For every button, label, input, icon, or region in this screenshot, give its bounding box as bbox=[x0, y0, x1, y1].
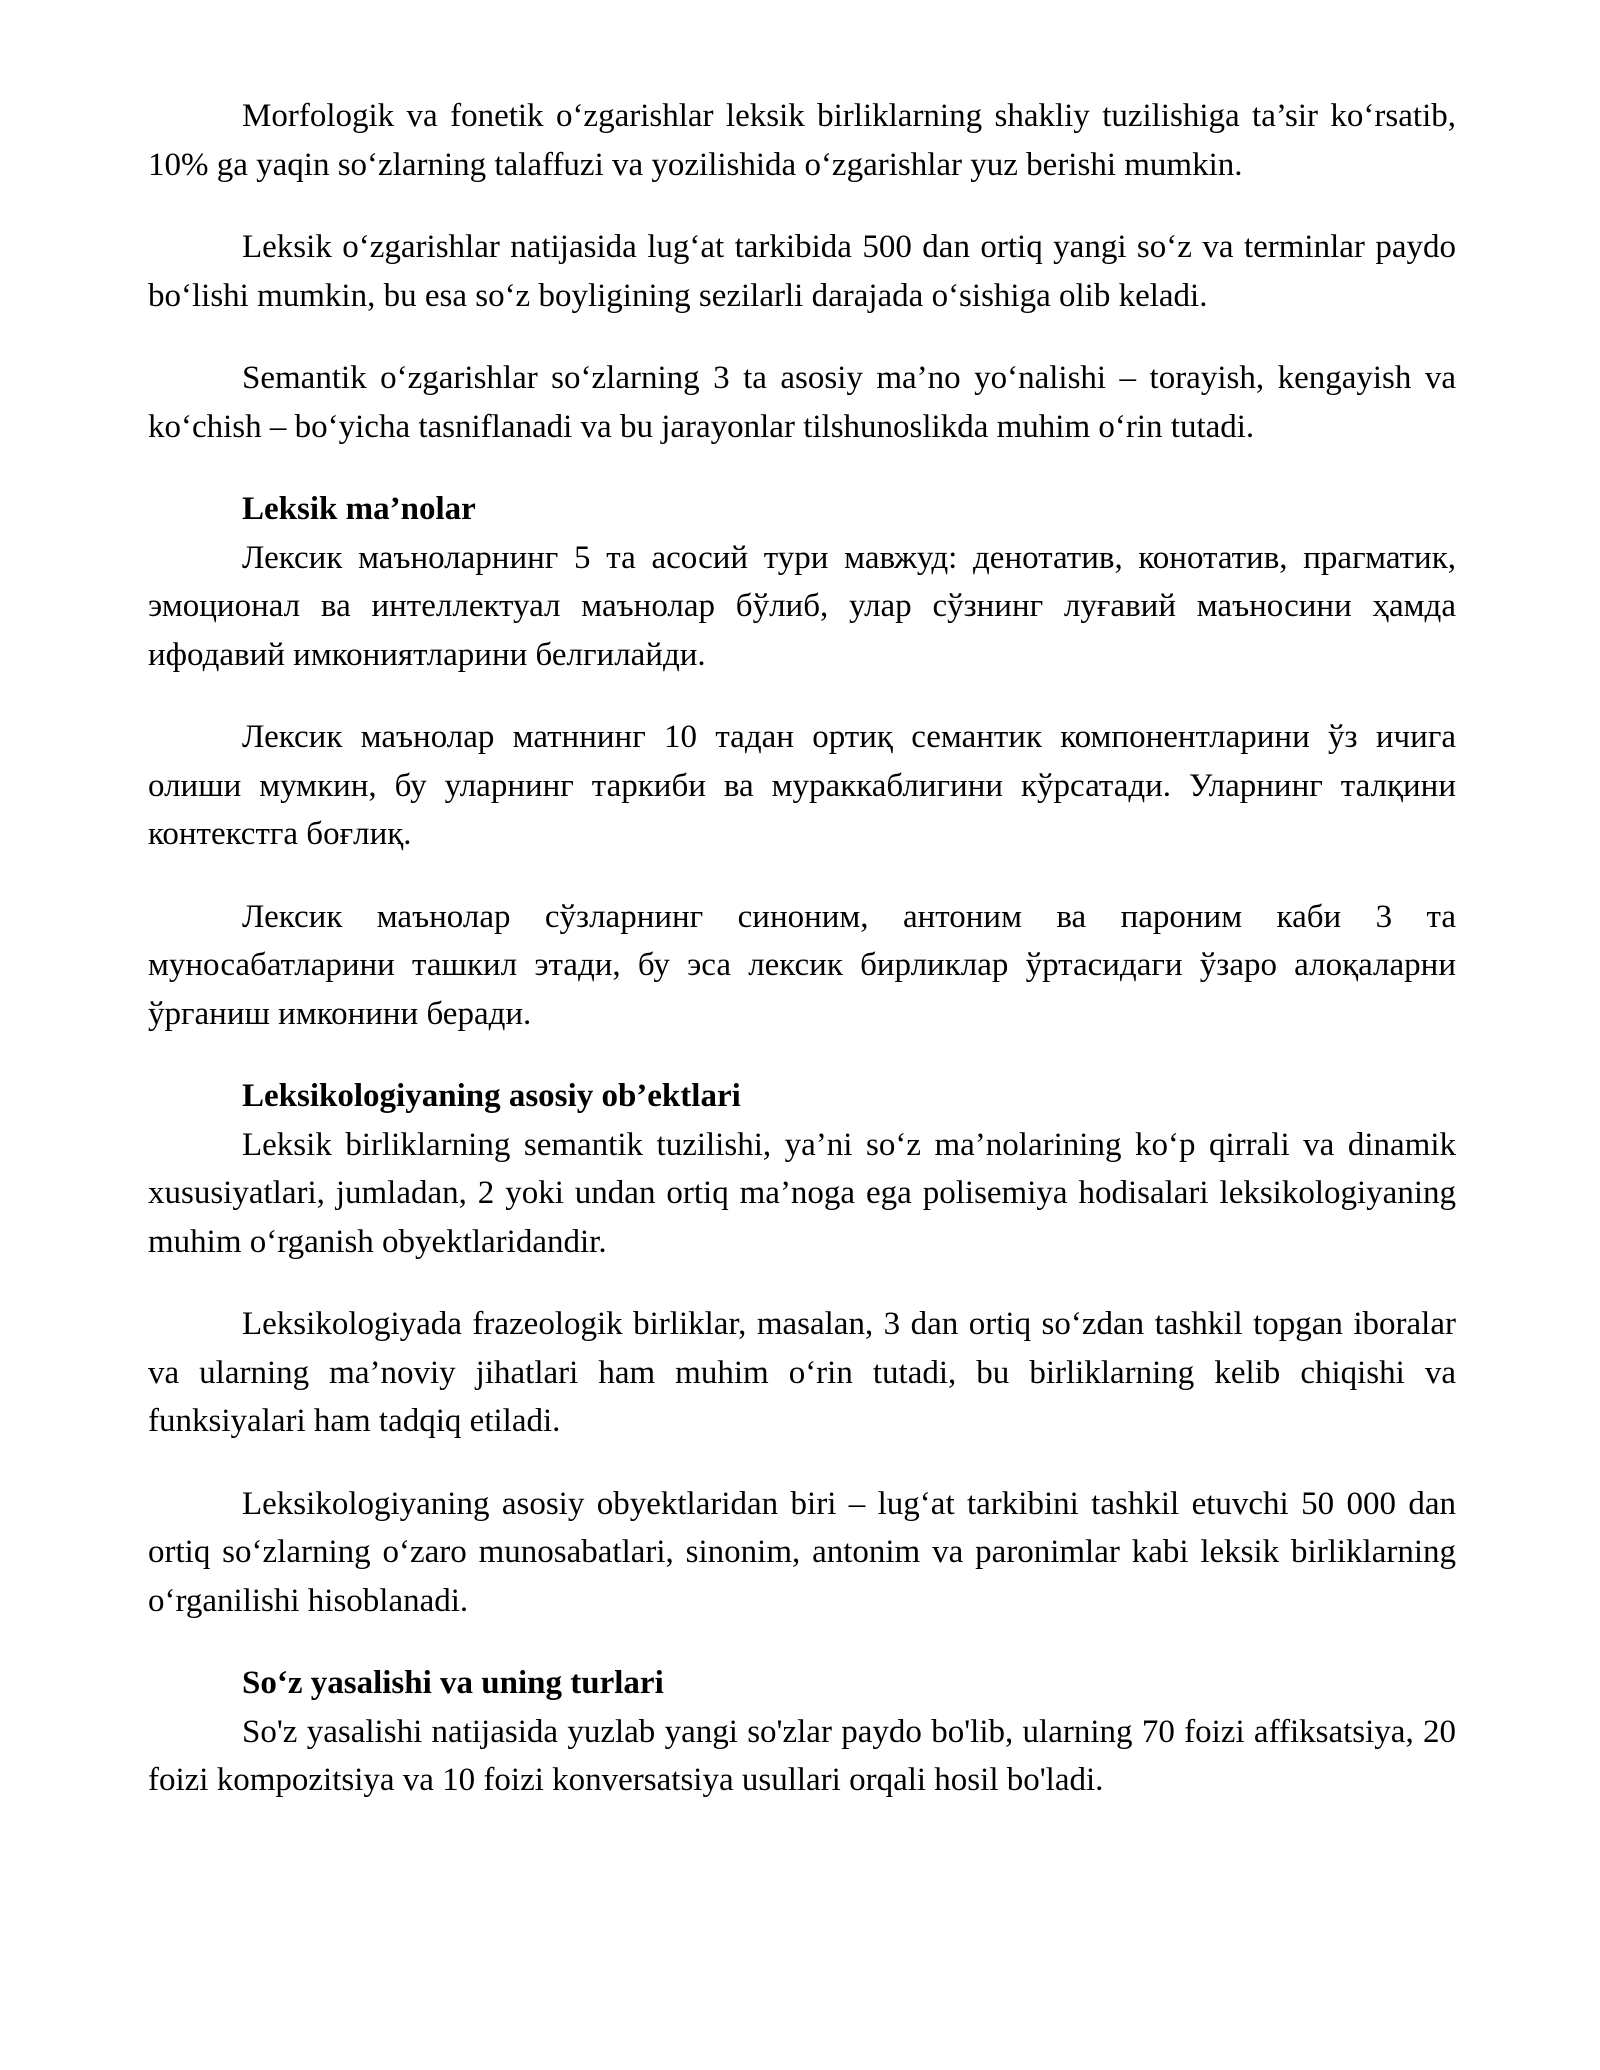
paragraph-lexical-changes: Leksik o‘zgarishlar natijasida lug‘at tarkibida 500 dan ortiq yangi so‘z va terminlar paydo bo‘lishi mumkin, bu esa so‘z boyligining sezilarli darajada o‘sishiga olib keladi. bbox=[148, 229, 1456, 314]
paragraph: Лексик маънолар сўзларнинг синоним, антоним ва пароним каби 3 та муносабатларини ташкил этади, бу эса лексик бирликлар ўртасидаги ўзаро алоқаларни ўрганиш имконини беради. bbox=[148, 898, 1456, 1032]
paragraph: So'z yasalishi natijasida yuzlab yangi so'zlar paydo bo'lib, ularning 70 foizi affiksatsiya, 20 foizi kompozitsiya va 10 foizi konversatsiya usullari orqali hosil bo'ladi. bbox=[148, 1713, 1456, 1798]
section-lexicology-objects bbox=[148, 1072, 1456, 1625]
paragraph-morphological-changes: Morfologik va fonetik o‘zgarishlar leksik birliklarning shakliy tuzilishiga ta’sir ko‘rsatib, 10% ga yaqin so‘zlarning talaffuzi va yozilishida o‘zgarishlar yuz berishi mumkin. bbox=[148, 98, 1456, 183]
paragraph: Leksik birliklarning semantik tuzilishi, ya’ni so‘z ma’nolarining ko‘p qirrali va dinamik xususiyatlari, jumladan, 2 yoki undan ortiq ma’noga ega polisemiya hodisalari leksikologiyaning muhim o‘rganish obyektlaridandir. bbox=[148, 1126, 1456, 1260]
section-lexical-meanings bbox=[148, 485, 1456, 1038]
section-heading: So‘z yasalishi va uning turlari bbox=[242, 1665, 664, 1701]
paragraph-semantic-changes: Semantik o‘zgarishlar so‘zlarning 3 ta asosiy ma’no yo‘nalishi – torayish, kengayish va ko‘chish – bo‘yicha tasniflanadi va bu jarayonlar tilshunoslikda muhim o‘rin tutadi. bbox=[148, 360, 1456, 445]
paragraph: Leksikologiyaning asosiy obyektlaridan biri – lug‘at tarkibini tashkil etuvchi 50 000 dan ortiq so‘zlarning o‘zaro munosabatlari, sinonim, antonim va paronimlar kabi leksik birliklarning o‘rganilishi hisoblanadi. bbox=[148, 1485, 1456, 1619]
paragraph: Leksikologiyada frazeologik birliklar, masalan, 3 dan ortiq so‘zdan tashkil topgan iboralar va ularning ma’noviy jihatlari ham muhim o‘rin tutadi, bu birliklarning kelib chiqishi va funksiyalari ham tadqiq etiladi. bbox=[148, 1306, 1456, 1439]
section-heading: Leksik ma’nolar bbox=[242, 491, 476, 527]
section-word-formation bbox=[148, 1659, 1456, 1805]
paragraph: Лексик маъноларнинг 5 та асосий тури мавжуд: денотатив, конотатив, прагматик, эмоционал ва интеллектуал маънолар бўлиб, улар сўзнинг луғавий маъносини ҳамда ифодавий имкониятларини белгилайди. bbox=[148, 539, 1456, 673]
section-heading: Leksikologiyaning asosiy ob’ektlari bbox=[242, 1078, 741, 1114]
paragraph: Лексик маънолар матннинг 10 тадан ортиқ семантик компонентларини ўз ичига олиши мумкин, бу уларнинг таркиби ва мураккаблигини кўрсатади. Уларнинг талқини контекстга боғлиқ. bbox=[148, 719, 1456, 852]
document-page bbox=[148, 92, 1456, 1805]
